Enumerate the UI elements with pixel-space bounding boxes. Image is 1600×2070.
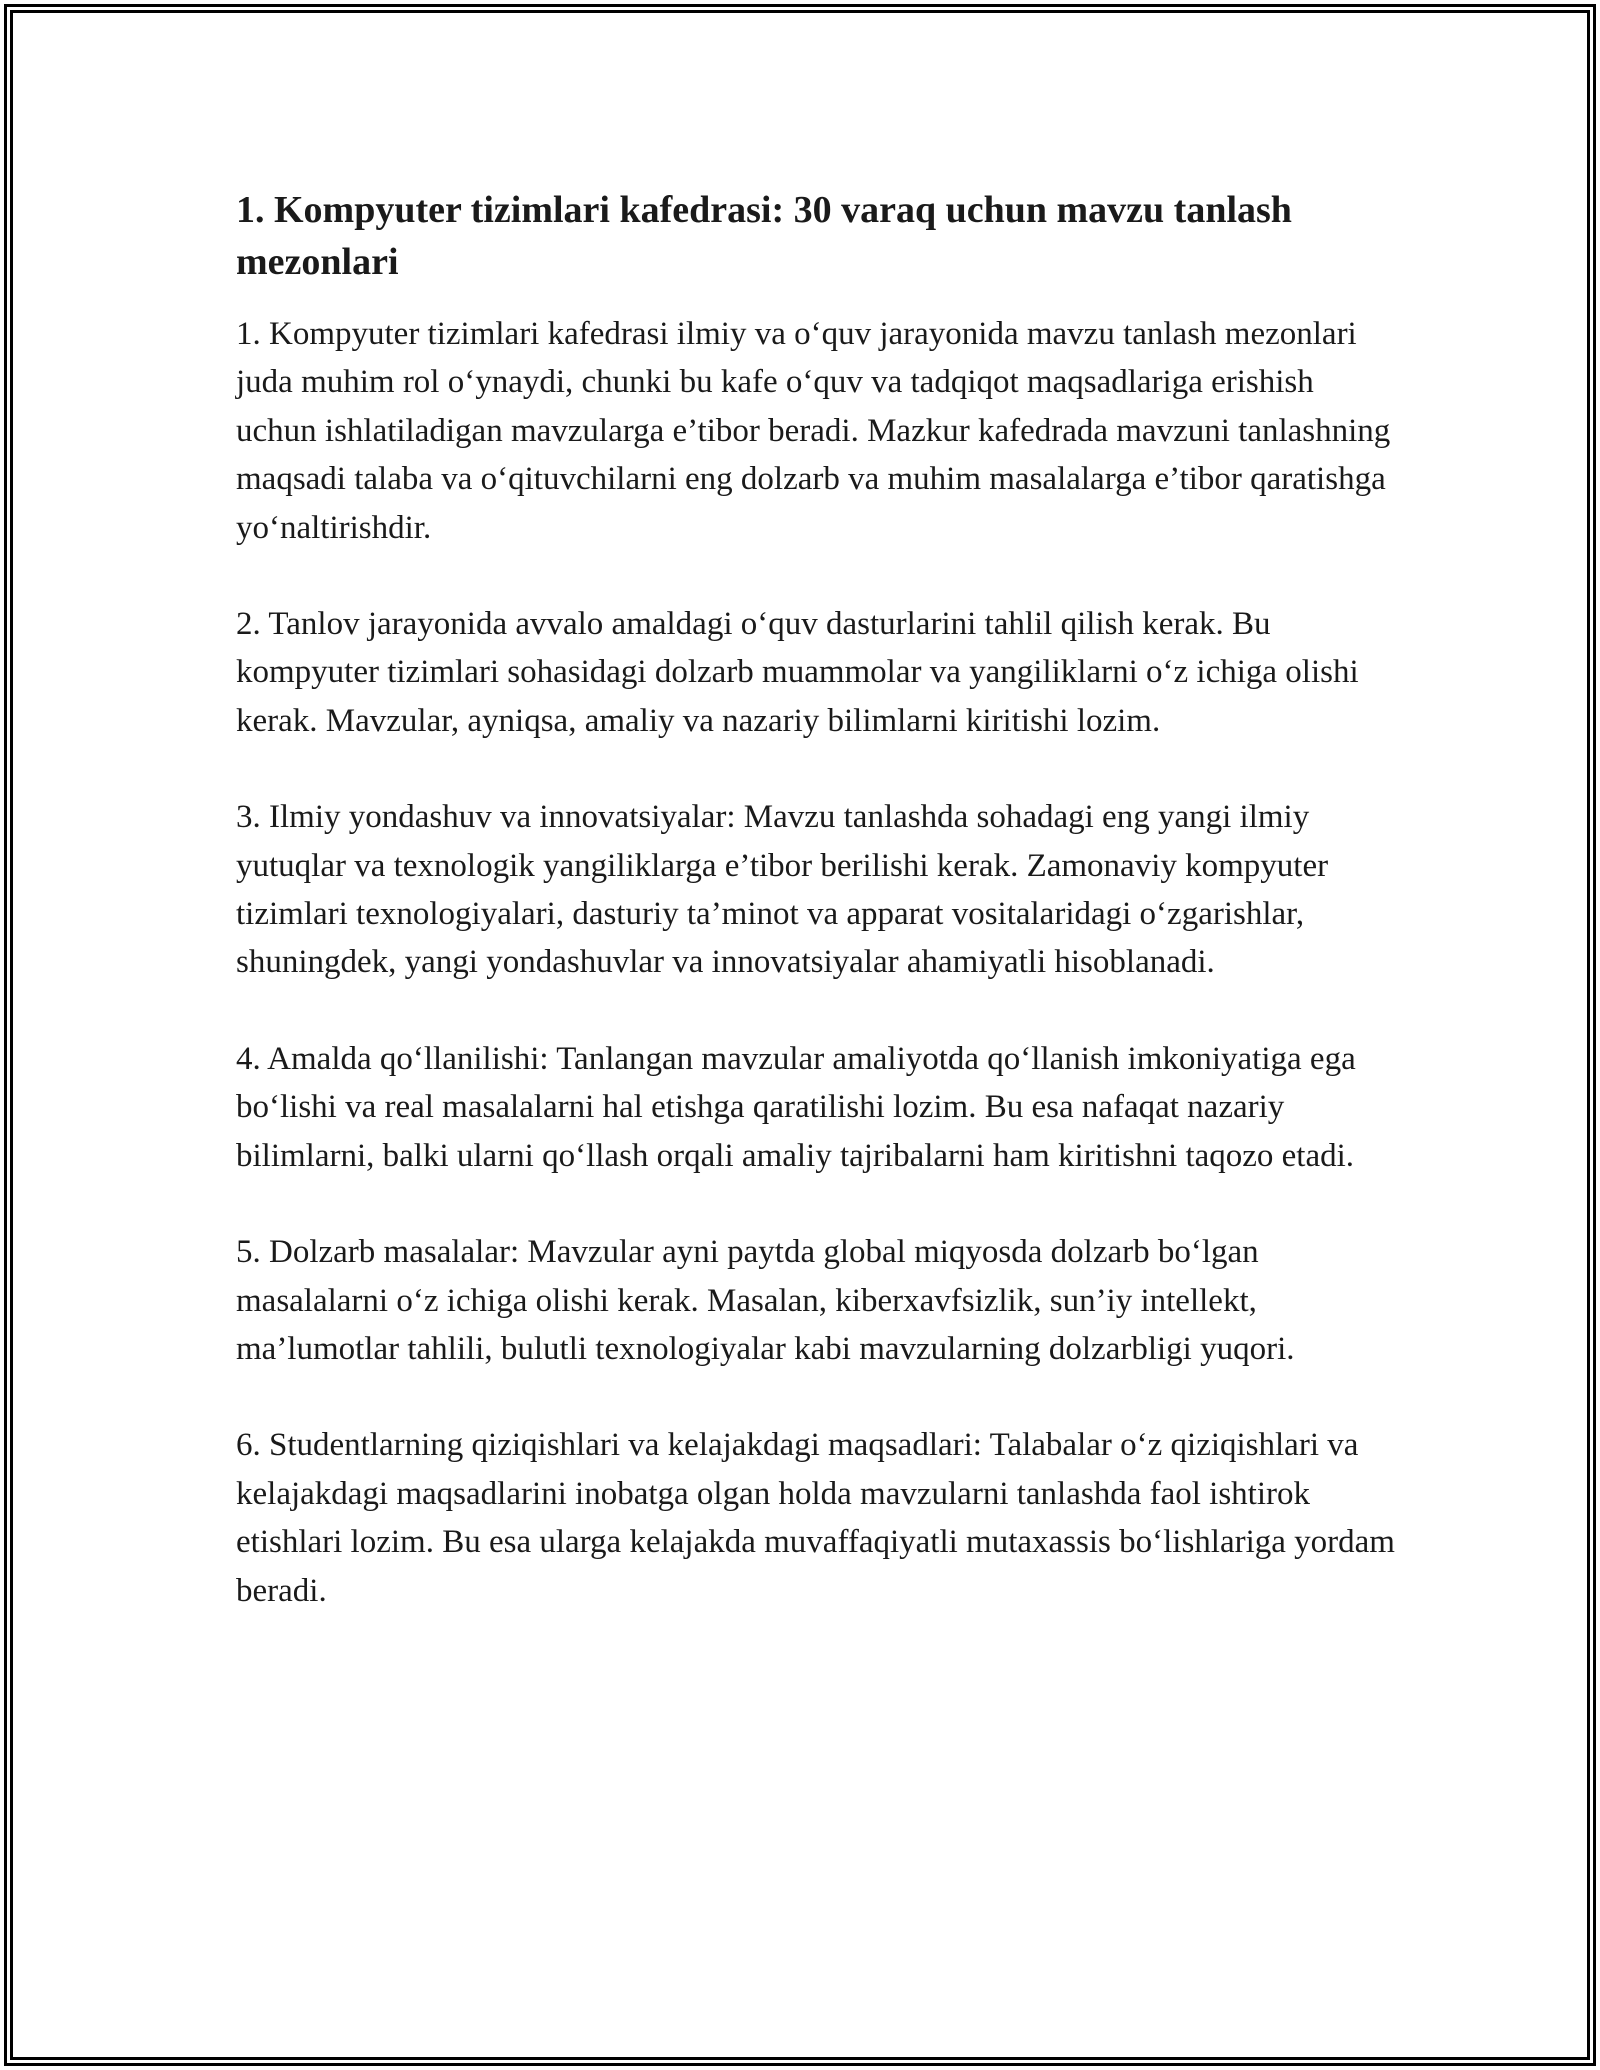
paragraph-6: 6. Studentlarning qiziqishlari va kelajakdagi maqsadlari: Talabalar o‘z qiziqishlari va kelajakdagi maqsadlarini inobatga olgan holda mavzularni tanlashda faol ishtirok etishlari lozim. Bu esa ularga kelajakda muvaffaqiyatli mutaxassis bo‘lishlariga yordam beradi. [236, 1427, 1395, 1609]
paragraph-4: 4. Amalda qo‘llanilishi: Tanlangan mavzular amaliyotda qo‘llanish imkoniyatiga ega bo‘lishi va real masalalarni hal etishga qaratilishi lozim. Bu esa nafaqat nazariy bilimlarni, balki ularni qo‘llash orqali amaliy tajribalarni ham kiritishni taqozo etadi. [236, 1040, 1356, 1174]
document-body [236, 184, 1396, 1663]
paragraph-3: 3. Ilmiy yondashuv va innovatsiyalar: Mavzu tanlashda sohadagi eng yangi ilmiy yutuqlar va texnologik yangiliklarga e’tibor berilishi kerak. Zamonaviy kompyuter tizimlari texnologiyalari, dasturiy ta’minot va apparat vositalaridagi o‘zgarishlar, shuningdek, yangi yondashuvlar va innovatsiyalar ahamiyatli hisoblanadi. [236, 799, 1329, 981]
paragraph-2: 2. Tanlov jarayonida avvalo amaldagi o‘quv dasturlarini tahlil qilish kerak. Bu kompyuter tizimlari sohasidagi dolzarb muammolar va yangiliklarni o‘z ichiga olishi kerak. Mavzular, ayniqsa, amaliy va nazariy bilimlarni kiritishi lozim. [236, 606, 1359, 739]
paragraph-5: 5. Dolzarb masalalar: Mavzular ayni paytda global miqyosda dolzarb bo‘lgan masalalarni o‘z ichiga olishi kerak. Masalan, kiberxavfsizlik, sun’iy intellekt, ma’lumotlar tahlili, bulutli texnologiyalar kabi mavzularning dolzarbligi yuqori. [236, 1234, 1295, 1367]
document-title: 1. Kompyuter tizimlari kafedrasi: 30 varaq uchun mavzu tanlash mezonlari [236, 189, 1292, 283]
paragraph-1: 1. Kompyuter tizimlari kafedrasi ilmiy va o‘quv jarayonida mavzu tanlash mezonlari juda muhim rol o‘ynaydi, chunki bu kafe o‘quv va tadqiqot maqsadlariga erishish uchun ishlatiladigan mavzularga e’tibor beradi. Mazkur kafedrada mavzuni tanlashning maqsadi talaba va o‘qituvchilarni eng dolzarb va muhim masalalarga e’tibor qaratishga yo‘naltirishdir. [236, 316, 1391, 546]
